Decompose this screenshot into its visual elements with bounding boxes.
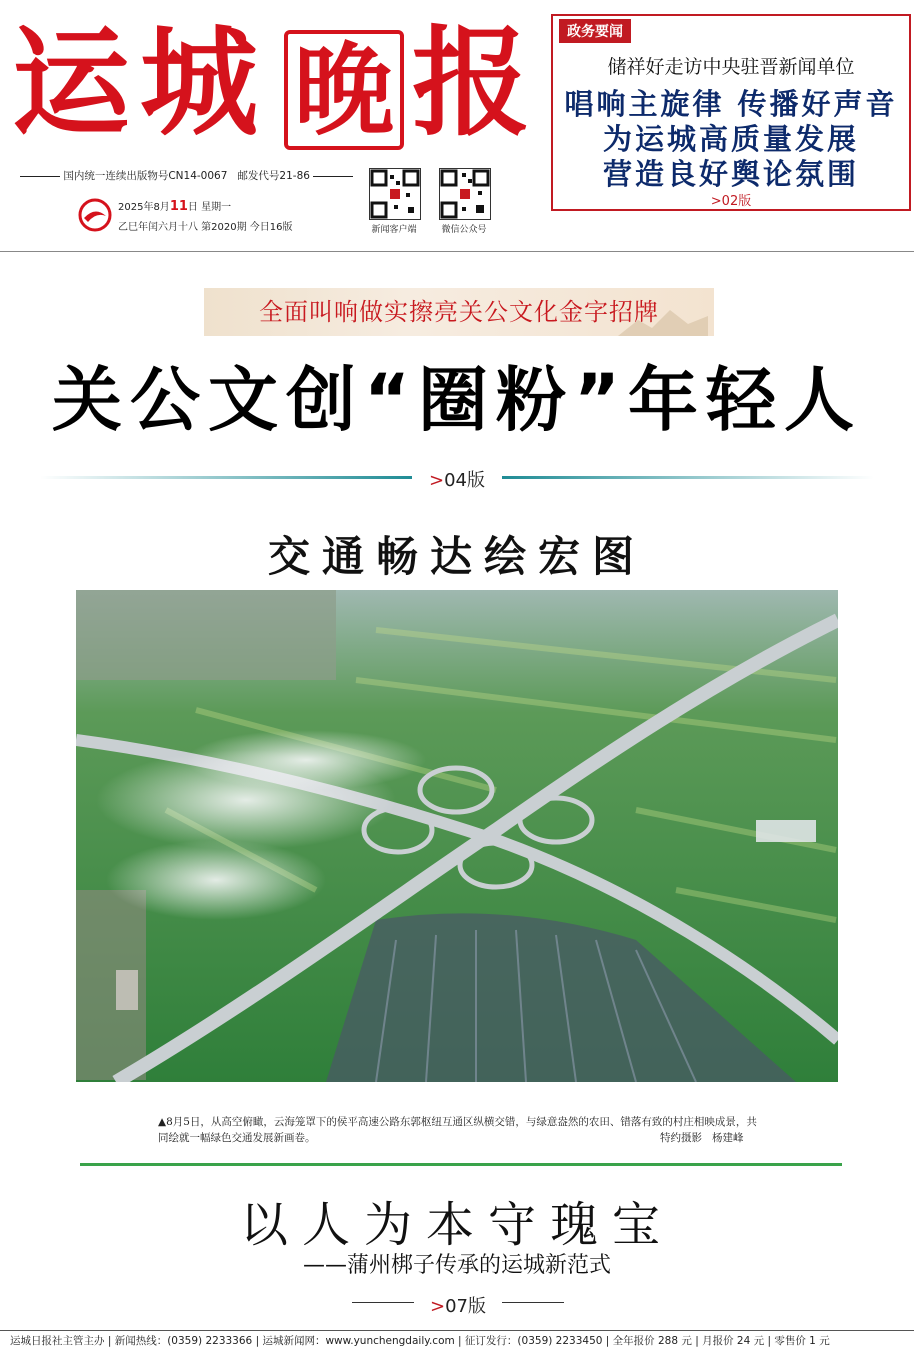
story-page-ref[interactable] — [416, 1292, 500, 1318]
page-number: 07版 — [445, 1296, 486, 1317]
masthead-char-3: 晚 — [294, 31, 394, 149]
issue-date — [118, 198, 231, 214]
qr-code-icon[interactable] — [439, 168, 491, 220]
slogan-banner — [204, 288, 714, 336]
news-title-line-3: 营造良好舆论氛围 — [602, 157, 859, 191]
photo-credit — [660, 1130, 744, 1145]
story-divider-left — [352, 1302, 414, 1303]
credit-role: 特约摄影 — [660, 1132, 702, 1144]
story-divider-right — [502, 1302, 564, 1303]
news-page-ref[interactable]: >02版 — [710, 194, 752, 209]
qr-label-wechat: 微信公众号 — [441, 225, 487, 235]
news-subtitle: 储祥好走访中央驻晋新闻单位 — [607, 56, 855, 78]
footer-rule — [0, 1330, 914, 1331]
political-news-box[interactable] — [551, 14, 911, 211]
footer-info: 运城日报社主管主办 | 新闻热线：(0359) 2233366 | 运城新闻网：www.yunchengdaily.com | 征订发行：(0359) 2233450 | 全年报价 288 元 | 月报价 24 元 | 零售价 1 元 — [10, 1335, 830, 1347]
page-number: 04版 — [444, 470, 485, 491]
date-weekday: 日 星期一 — [187, 202, 232, 213]
main-headline[interactable]: 关公文创“圈粉”年轻人 — [51, 359, 862, 441]
news-title-line-1: 唱响主旋律 传播好声音 — [564, 87, 898, 121]
story-title[interactable]: 以人为本守瑰宝 — [239, 1197, 674, 1253]
section-divider — [80, 1163, 842, 1166]
news-tag: 政务要闻 — [559, 19, 631, 43]
page-arrow: > — [429, 470, 445, 491]
page-arrow: > — [430, 1296, 446, 1317]
qr-label-app: 新闻客户端 — [371, 225, 417, 235]
masthead — [12, 8, 532, 158]
masthead-divider — [0, 251, 914, 252]
postal-code: 邮发代号21-86 — [237, 170, 310, 182]
masthead-boxed-char — [284, 30, 404, 150]
date-year-month: 2025年8月 — [118, 202, 170, 213]
publication-info — [20, 168, 360, 183]
serial-number: 国内统一连续出版物号CN14-0067 — [63, 170, 228, 182]
qr-code-icon[interactable] — [369, 168, 421, 220]
lunar-issue-info: 乙巳年闰六月十八 第2020期 今日16版 — [118, 222, 293, 233]
date-day: 11 — [169, 199, 188, 214]
headline-page-ref[interactable] — [412, 466, 502, 492]
masthead-char-1: 运 — [12, 13, 131, 152]
masthead-char-4: 报 — [412, 13, 531, 152]
photo-caption: ▲8月5日，从高空俯瞰，云海笼罩下的侯平高速公路东郭枢纽互通区纵横交错，与绿意盎然的农田、错落有致的村庄相映成景，共同绘就一幅绿色交通发展新画卷。 — [158, 1116, 757, 1144]
masthead-char-2: 城 — [140, 13, 259, 152]
feature-title: 交通畅达绘宏图 — [267, 532, 646, 581]
aerial-highway-photo[interactable] — [76, 590, 838, 1082]
credit-name: 杨建峰 — [712, 1132, 744, 1144]
headline-divider-left — [40, 476, 412, 479]
news-title-line-2: 为运城高质量发展 — [602, 122, 859, 156]
headline-divider-right — [502, 476, 874, 479]
story-subtitle: ——蒲州梆子传承的运城新范式 — [302, 1253, 611, 1278]
slogan-text: 全面叫响做实擦亮关公文化金字招牌 — [259, 298, 659, 326]
newspaper-logo-icon — [78, 198, 112, 232]
